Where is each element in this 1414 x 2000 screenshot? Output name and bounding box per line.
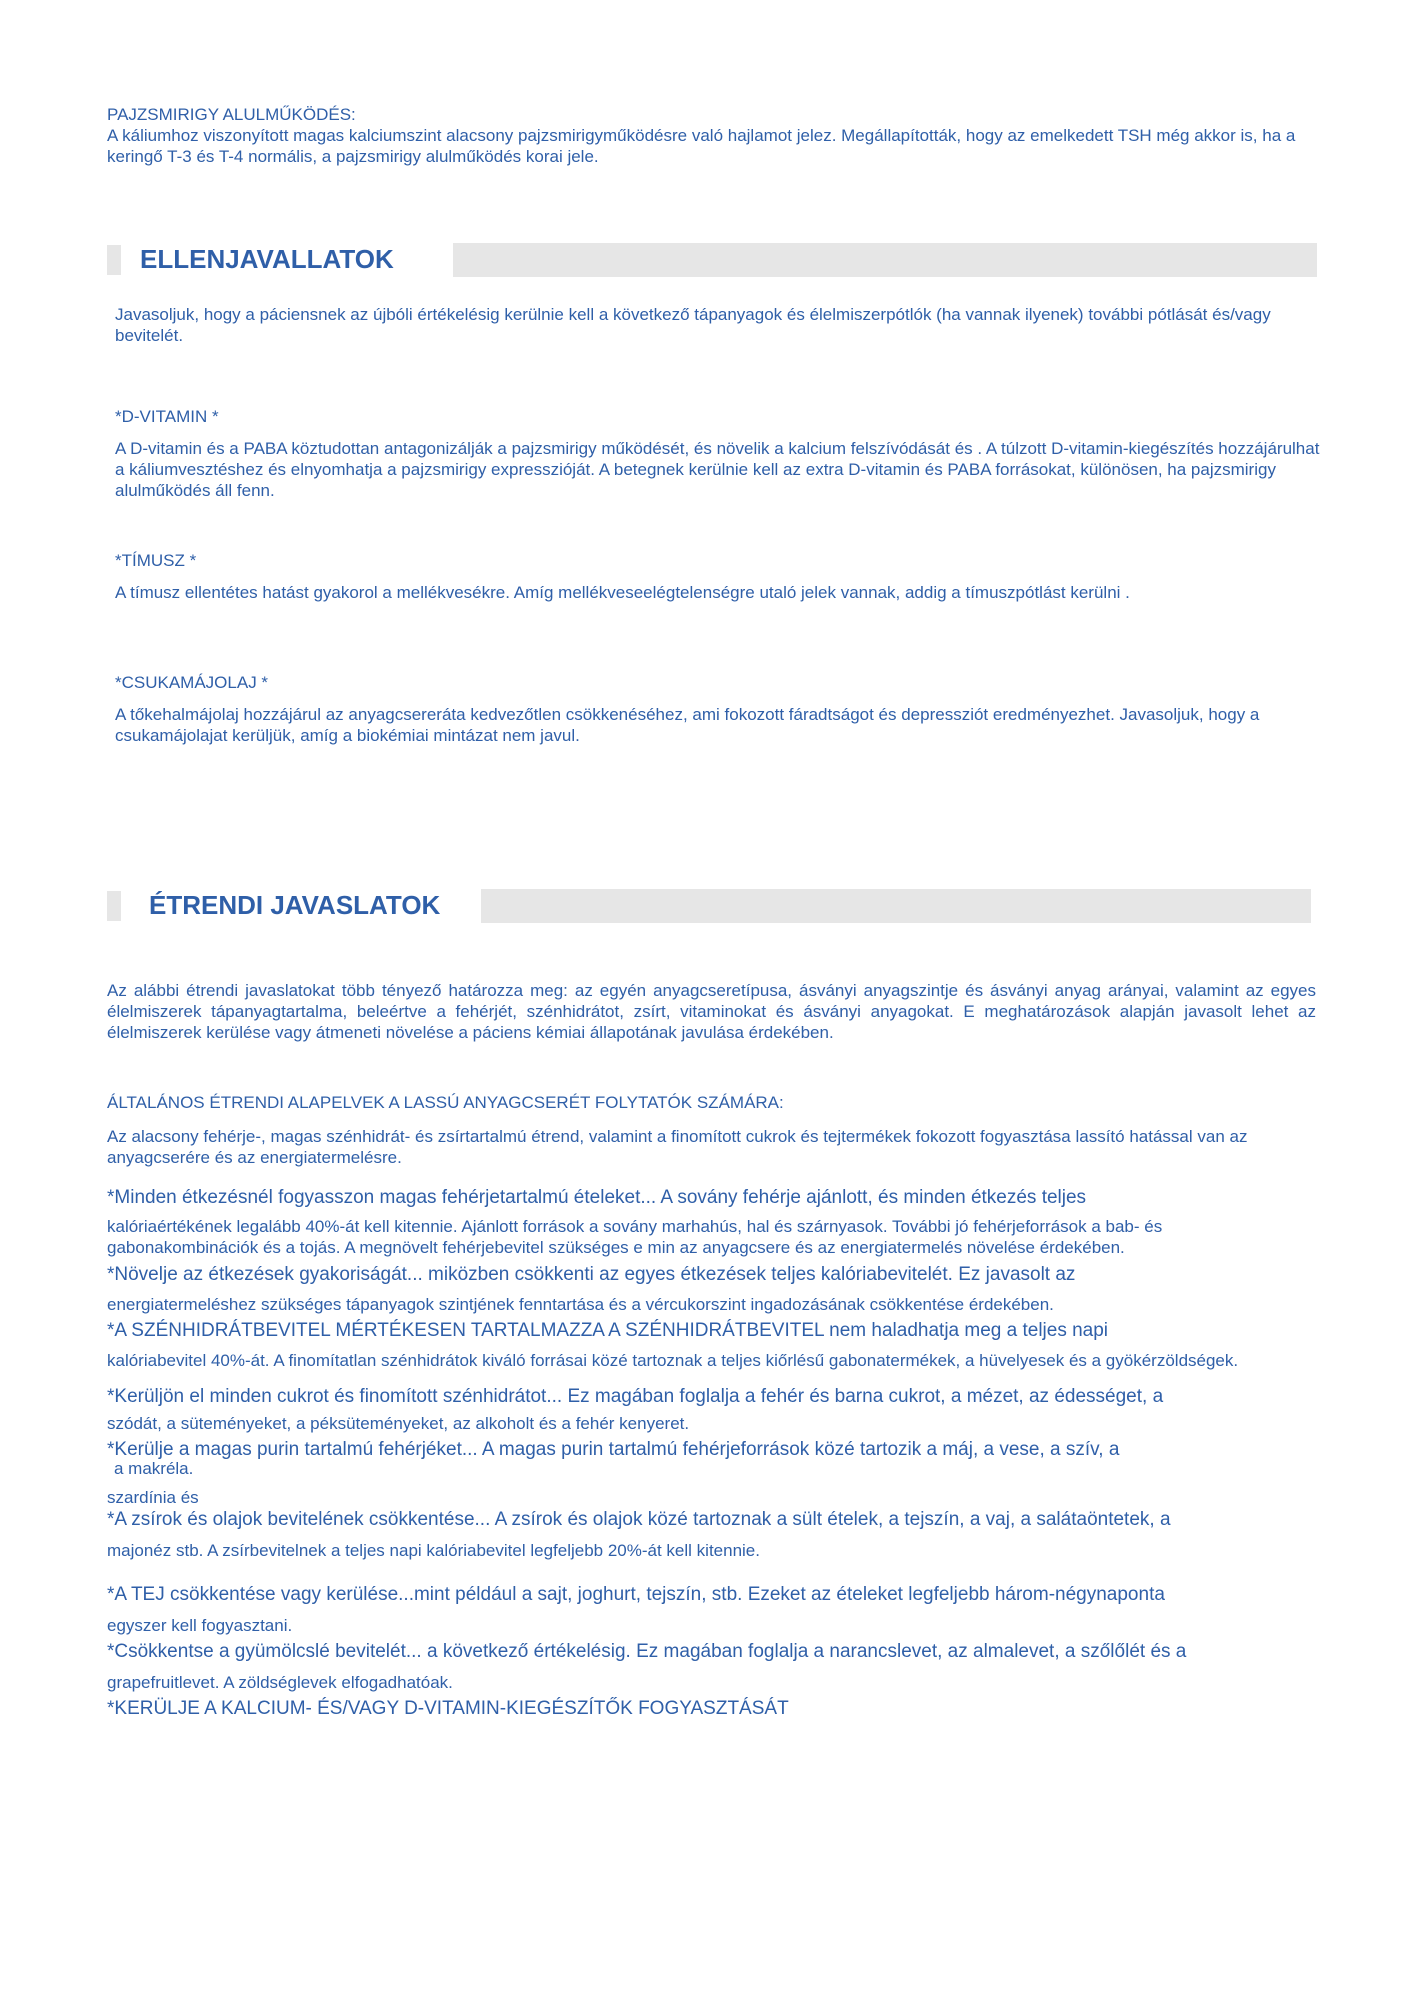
diet-intro (107, 980, 1316, 1043)
rule-lead: *A zsírok és olajok bevitelének csökkentése... A zsírok és olajok közé tartoznak a sült ételek, a tejszín, a vaj, a salátaöntetek, a (107, 1509, 1171, 1530)
rule-rest: kalóriaértékének legalább 40%-át kell kitennie. Ajánlott források a sovány marhahús, hal és szárnyasok. További jó fehérjeforrások a bab- és gabonakombinációk és a tojás. A megnövelt fehérjebevitel szükséges e min az anyagcsere és az energiatermelés növelése érdekében. (107, 1217, 1163, 1257)
rule-lead: *A SZÉNHIDRÁTBEVITEL MÉRTÉKESEN TARTALMAZZA A SZÉNHIDRÁTBEVITEL nem haladhatja meg a teljes napi (107, 1320, 1109, 1341)
principles-text: Az alacsony fehérje-, magas szénhidrát- és zsírtartalmú étrend, valamint a finomított cukrok és tejtermékek fokozott fogyasztása lassító hatással van az anyagcserére és az energiatermelésre. (107, 1127, 1248, 1167)
rule-rest: szódát, a süteményeket, a péksüteményeket, az alkoholt és a fehér kenyeret. (107, 1414, 690, 1433)
rule-lead: *Kerüljön el minden cukrot és finomított szénhidrátot... Ez magában foglalja a fehér és barna cukrot, a mézet, az édességet, a (107, 1386, 1164, 1407)
diet-rules (107, 1186, 1357, 1721)
contraindication-item (115, 406, 1320, 501)
rule-rest: energiatermeléshez szükséges tápanyagok szintjének fenntartása és a vércukorszint ingadozásának csökkentése érdekében. (107, 1295, 1054, 1314)
contraindication-item (115, 550, 1320, 603)
diet-principles (107, 1092, 1317, 1168)
hypothyroid-section (107, 104, 1317, 167)
hypothyroid-text: A káliumhoz viszonyított magas kalciumszint alacsony pajzsmirigyműködésre való hajlamot jelez. Megállapították, hogy az emelkedett TSH még akkor is, ha a keringő T-3 és T-4 normális, a pajzsmirigy alulműködés korai jele. (107, 126, 1296, 166)
section-bar (481, 889, 1311, 923)
contraindication-text: A D-vitamin és a PABA köztudottan antagonizálják a pajzsmirigy működését, és növelik a kalcium felszívódását és . A túlzott D-vitamin-kiegészítés hozzájárulhat a káliumvesztéshez és elnyomhatja a pajzsmirigy expresszióját. A betegnek kerülnie kell az extra D-vitamin és PABA forrásokat, különösen, ha pajzsmirigy alulműködés áll fenn. (115, 439, 1320, 500)
rule-rest: majonéz stb. A zsírbevitelnek a teljes napi kalóriabevitel legfeljebb 20%-át kell kitennie. (107, 1541, 760, 1560)
diet-intro-text: Az alábbi étrendi javaslatokat több tényező határozza meg: az egyén anyagcseretípusa, ásványi anyagszintje és ásványi anyag arányai, valamint az egyes élelmiszerek tápanyagtartalma, beleértve a fehérjét, szénhidrátot, zsírt, vitaminokat és ásványi anyagokat. E meghatározások alapján javasolt lehet az élelmiszerek kerülése vagy átmeneti növelése a páciens kémiai állapotának javulása érdekében. (107, 981, 1316, 1042)
diet-rule (107, 1583, 1357, 1636)
contraindication-heading: *TÍMUSZ * (115, 551, 197, 570)
rule-lead: *Csökkentse a gyümölcslé bevitelét... a következő értékelésig. Ez magában foglalja a narancslevet, az almalevet, a szőlőlét és a (107, 1641, 1187, 1662)
contraindications-title: ELLENJAVALLATOK (140, 244, 394, 274)
rule-lead: *Minden étkezésnél fogyasszon magas fehérjetartalmú ételeket... A sovány fehérje ajánlott, és minden étkezés teljes (107, 1187, 1087, 1208)
diet-rule (107, 1186, 1357, 1258)
contraindication-heading: *D-VITAMIN * (115, 407, 219, 426)
contraindication-text: A tőkehalmájolaj hozzájárul az anyagcsereráta kedvezőtlen csökkenéséhez, ami fokozott fáradtságot és depressziót eredményezhet. Javasoljuk, hogy a csukamájolajat kerüljük, amíg a biokémiai mintázat nem javul. (115, 705, 1260, 745)
rule-rest: egyszer kell fogyasztani. (107, 1616, 293, 1635)
rule-lead: *A TEJ csökkentése vagy kerülése...mint például a sajt, joghurt, tejszín, stb. Ezeket az ételeket legfeljebb három-négynaponta (107, 1584, 1165, 1605)
contraindication-text: A tímusz ellentétes hatást gyakorol a mellékvesékre. Amíg mellékveseelégtelenségre utaló jelek vannak, addig a tímuszpótlást kerülni . (115, 583, 1130, 602)
last-rule: *KERÜLJE A KALCIUM- ÉS/VAGY D-VITAMIN-KIEGÉSZÍTŐK FOGYASZTÁSÁT (107, 1698, 789, 1719)
section-marker (107, 891, 121, 921)
contraindications-intro-text: Javasoljuk, hogy a páciensnek az újbóli értékelésig kerülnie kell a következő tápanyagok és élelmiszerpótlók (ha vannak ilyenek) további pótlását és/vagy bevitelét. (115, 305, 1271, 345)
rule-lead: *Kerülje a magas purin tartalmú fehérjéket... A magas purin tartalmú fehérjeforrások közé tartozik a máj, a vese, a szív, a (107, 1439, 1120, 1460)
section-bar (453, 243, 1317, 277)
diet-rule (107, 1440, 1357, 1477)
rule-rest: kalóriabevitel 40%-át. A finomítatlan szénhidrátok kiváló forrásai közé tartoznak a teljes kiőrlésű gabonatermékek, a hüvelyesek és a gyökérzöldségek. (107, 1351, 1239, 1370)
section-marker (107, 245, 121, 275)
diet-rule (107, 1263, 1357, 1315)
hypothyroid-heading: PAJZSMIRIGY ALULMŰKÖDÉS: (107, 105, 356, 124)
sardine-text: szardínia és (107, 1488, 199, 1507)
contraindication-heading: *CSUKAMÁJOLAJ * (115, 673, 269, 692)
contraindications-intro (115, 304, 1325, 346)
diet-rule (107, 1640, 1357, 1693)
diet-header (107, 887, 1317, 921)
rule-lead: *Növelje az étkezések gyakoriságát... miközben csökkenti az egyes étkezések teljes kalóriabevitelét. Ez javasolt az (107, 1264, 1076, 1285)
contraindications-header (107, 241, 1317, 275)
diet-title: ÉTRENDI JAVASLATOK (149, 890, 441, 920)
diet-rule (107, 1385, 1357, 1434)
diet-rule (107, 1508, 1357, 1561)
contraindication-item (115, 672, 1320, 746)
rule-rest: a makréla. (114, 1459, 194, 1478)
rule-rest: grapefruitlevet. A zöldséglevek elfogadhatóak. (107, 1673, 453, 1692)
principles-heading: ÁLTALÁNOS ÉTRENDI ALAPELVEK A LASSÚ ANYAGCSERÉT FOLYTATÓK SZÁMÁRA: (107, 1093, 784, 1112)
diet-rule (107, 1319, 1357, 1371)
